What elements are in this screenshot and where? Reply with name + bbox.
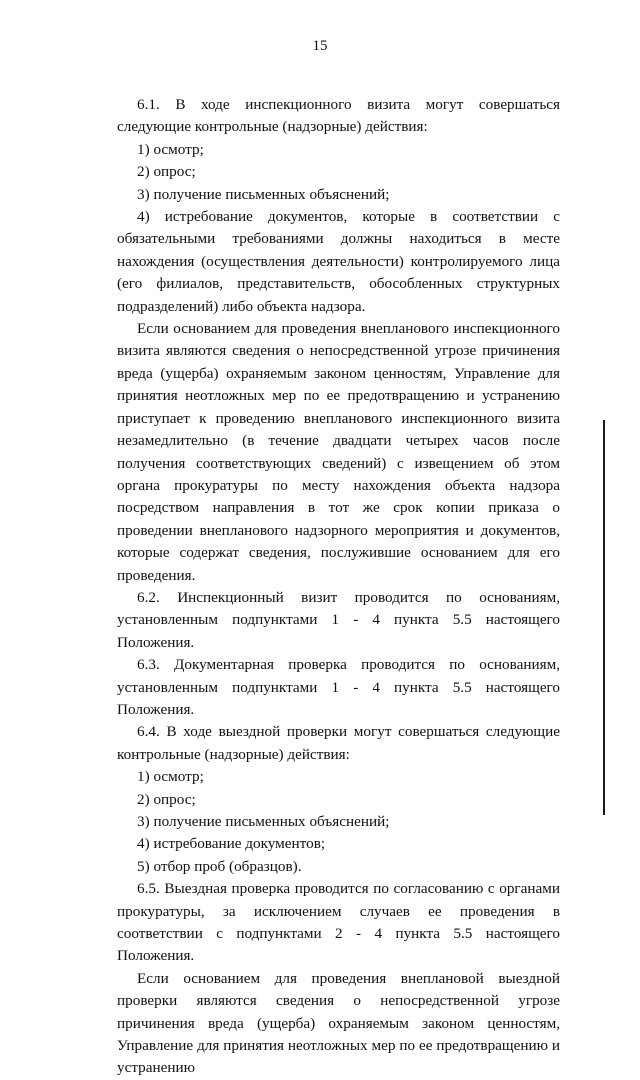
margin-line [603, 420, 605, 815]
paragraph-unscheduled-visit: Если основанием для проведения внепланового инспекционного визита являются сведения о непосредственной угрозе причинения вреда (ущерба) охраняемым законом ценностям, Управление для принятия неотложных мер по ее предотвращению и устранению приступает к проведению внепланового инспекционного визита незамедлительно (в течение двадцати четырех часов после получения соответствующих сведений) с извещением об этом органа прокуратуры по месту нахождения объекта надзора посредством направления в тот же срок копии приказа о проведении внепланового надзорного мероприятия и документов, которые содержат сведения, послужившие основанием для его проведения. [117, 320, 560, 584]
list-item-onsite-5: 5) отбор проб (образцов). [137, 857, 302, 875]
list-item-onsite-3: 3) получение письменных объяснений; [137, 813, 390, 830]
list-item-inspection-2: 2) опрос; [137, 163, 196, 181]
document-body [117, 94, 560, 1080]
list-item-inspection-3: 3) получение письменных объяснений; [137, 185, 390, 203]
list-item-onsite-1: 1) осмотр; [137, 768, 204, 786]
page-number: 15 [312, 38, 328, 54]
list-item-inspection-4: 4) истребование документов, которые в соответствии с обязательными требованиями должны находиться в месте нахождения (осуществления деятельности) контролируемого лица (его филиалов, представительств, обособленных структурных подразделений) либо объекта надзора. [117, 208, 560, 315]
paragraph-6-3: 6.3. Документарная проверка проводится по основаниям, установленным подпунктами 1 - 4 пункта 5.5 настоящего Положения. [117, 656, 560, 718]
list-item-onsite-2: 2) опрос; [137, 790, 196, 808]
list-item-onsite-4: 4) истребование документов; [137, 835, 326, 853]
paragraph-6-1: 6.1. В ходе инспекционного визита могут совершаться следующие контрольные (надзорные) действия: [117, 96, 560, 136]
paragraph-6-4: 6.4. В ходе выездной проверки могут совершаться следующие контрольные (надзорные) действия: [117, 723, 560, 763]
list-item-inspection-1: 1) осмотр; [137, 140, 204, 158]
paragraph-6-5: 6.5. Выездная проверка проводится по согласованию с органами прокуратуры, за исключением случаев ее проведения в соответствии с подпунктами 2 - 4 пункта 5.5 настоящего Положения. [117, 880, 560, 965]
paragraph-6-2: 6.2. Инспекционный визит проводится по основаниям, установленным подпунктами 1 - 4 пункта 5.5 настоящего Положения. [117, 588, 560, 651]
paragraph-unscheduled-onsite: Если основанием для проведения внеплановой выездной проверки являются сведения о непосредственной угрозе причинения вреда (ущерба) охраняемым законом ценностям, Управление для принятия неотложных мер по ее предотвращению и устранению [117, 969, 560, 1077]
